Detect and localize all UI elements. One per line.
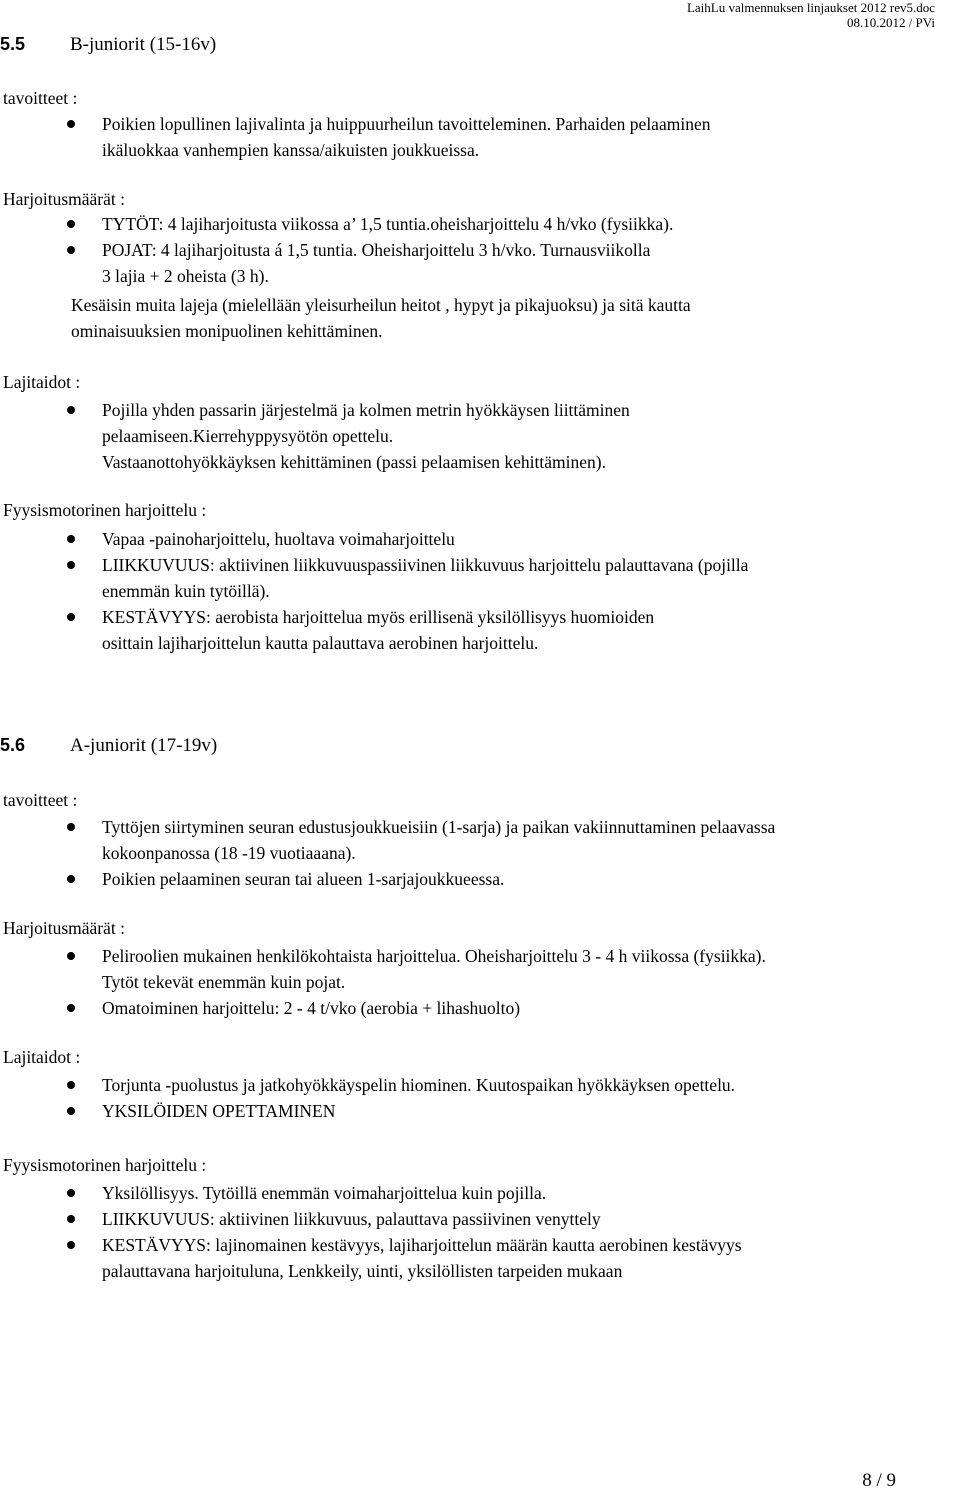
list-item-line: KESTÄVYYS: aerobista harjoittelua myös erillisenä yksilöllisyys huomioiden <box>102 607 655 627</box>
section-title-b <box>0 34 216 56</box>
list-item-line: LIIKKUVUUS: aktiivinen liikkuvuuspassiivinen liikkuvuus harjoittelu palauttavana (pojilla <box>102 555 749 575</box>
section-heading: B-juniorit (15-16v) <box>70 34 217 55</box>
goals-list <box>0 814 960 892</box>
list-item-line: palauttavana harjoituluna, Lenkkeily, uinti, yksilöllisten tarpeiden mukaan <box>102 1261 623 1281</box>
goals-label: tavoitteet : <box>3 790 78 810</box>
list-item <box>0 814 960 866</box>
training-list <box>0 211 960 289</box>
training-label: Harjoitusmäärät : <box>3 918 125 938</box>
list-item <box>0 552 960 604</box>
list-item-line: Poikien lopullinen lajivalinta ja huippuurheilun tavoitteleminen. Parhaiden pelaaminen <box>102 114 711 134</box>
list-item <box>0 1072 960 1098</box>
physical-label: Fyysismotorinen harjoittelu : <box>3 500 207 520</box>
list-item <box>0 526 960 552</box>
training-list <box>0 943 960 1021</box>
doc-name: LaihLu valmennuksen linjaukset 2012 rev5.doc <box>686 0 935 15</box>
bullet-icon <box>67 613 75 621</box>
section-number: 5.5 <box>0 34 26 54</box>
list-item-line: LIIKKUVUUS: aktiivinen liikkuvuus, palauttava passiivinen venyttely <box>102 1209 601 1229</box>
training-extra <box>71 292 691 344</box>
doc-date-author: 08.10.2012 / PVi <box>846 15 935 30</box>
list-item-line: osittain lajiharjoittelun kautta palauttava aerobinen harjoittelu. <box>102 633 539 653</box>
bullet-icon <box>67 246 75 254</box>
bullet-icon <box>67 875 75 883</box>
bullet-icon <box>67 1004 75 1012</box>
list-item-line: Tyttöjen siirtyminen seuran edustusjoukkueisiin (1-sarja) ja paikan vakiinnuttaminen pelaavassa <box>102 817 776 837</box>
list-item-line: Tytöt tekevät enemmän kuin pojat. <box>102 972 346 992</box>
bullet-icon <box>67 1081 75 1089</box>
list-item-line: Torjunta -puolustus ja jatkohyökkäyspelin hiominen. Kuutospaikan hyökkäyksen opettelu. <box>102 1075 736 1095</box>
list-item-line: enemmän kuin tytöillä). <box>102 581 270 601</box>
list-item-line: ikäluokkaa vanhempien kanssa/aikuisten joukkueissa. <box>102 140 480 160</box>
list-item <box>0 1098 960 1124</box>
list-item <box>0 237 960 289</box>
list-item-line: kokoonpanossa (18 -19 vuotiaaana). <box>102 843 356 863</box>
training-label: Harjoitusmäärät : <box>3 189 125 209</box>
list-item-line: Poikien pelaaminen seuran tai alueen 1-sarjajoukkueessa. <box>102 869 505 889</box>
physical-list <box>0 1180 960 1284</box>
list-item-line: Yksilöllisyys. Tytöillä enemmän voimaharjoittelua kuin pojilla. <box>102 1183 547 1203</box>
bullet-icon <box>67 823 75 831</box>
list-item-line: Vapaa -painoharjoittelu, huoltava voimaharjoittelu <box>102 529 455 549</box>
paragraph-line: ominaisuuksien monipuolinen kehittäminen. <box>71 321 383 341</box>
bullet-icon <box>67 120 75 128</box>
page-number: 8 / 9 <box>862 1470 896 1491</box>
bullet-icon <box>67 952 75 960</box>
skills-label: Lajitaidot : <box>3 1047 81 1067</box>
list-item <box>0 211 960 237</box>
page-header <box>687 0 935 30</box>
list-item <box>0 1180 960 1206</box>
section-number: 5.6 <box>0 735 26 755</box>
bullet-icon <box>67 535 75 543</box>
list-item <box>0 1232 960 1284</box>
list-item-line: Pojilla yhden passarin järjestelmä ja kolmen metrin hyökkäysen liittäminen <box>102 400 630 420</box>
section-title-a <box>0 735 217 757</box>
bullet-icon <box>67 1107 75 1115</box>
list-item-line: 3 lajia + 2 oheista (3 h). <box>102 266 269 286</box>
goals-label: tavoitteet : <box>3 88 78 108</box>
bullet-icon <box>67 220 75 228</box>
list-item-line: YKSILÖIDEN OPETTAMINEN <box>102 1101 336 1121</box>
bullet-icon <box>67 561 75 569</box>
list-item-line: TYTÖT: 4 lajiharjoitusta viikossa a’ 1,5 tuntia.oheisharjoittelu 4 h/vko (fysiikka). <box>102 214 674 234</box>
section-heading: A-juniorit (17-19v) <box>70 735 218 756</box>
list-item-line: Omatoiminen harjoittelu: 2 - 4 t/vko (aerobia + lihashuolto) <box>102 998 521 1018</box>
bullet-icon <box>67 406 75 414</box>
physical-label: Fyysismotorinen harjoittelu : <box>3 1155 207 1175</box>
list-item <box>0 995 960 1021</box>
bullet-icon <box>67 1241 75 1249</box>
paragraph-line: Kesäisin muita lajeja (mielellään yleisurheilun heitot , hypyt ja pikajuoksu) ja sitä kautta <box>71 295 691 315</box>
list-item <box>0 943 960 995</box>
list-item-line: Peliroolien mukainen henkilökohtaista harjoittelua. Oheisharjoittelu 3 - 4 h viikossa (fysiikka). <box>102 946 766 966</box>
list-item-line: KESTÄVYYS: lajinomainen kestävyys, lajiharjoittelun määrän kautta aerobinen kestävyys <box>102 1235 742 1255</box>
goals-list <box>0 111 960 163</box>
skills-list <box>0 1072 960 1124</box>
list-item <box>0 397 960 475</box>
bullet-icon <box>67 1189 75 1197</box>
list-item <box>0 111 960 163</box>
list-item <box>0 1206 960 1232</box>
bullet-icon <box>67 1215 75 1223</box>
physical-list <box>0 526 960 656</box>
list-item <box>0 866 960 892</box>
list-item <box>0 604 960 656</box>
list-item-line: POJAT: 4 lajiharjoitusta á 1,5 tuntia. Oheisharjoittelu 3 h/vko. Turnausviikolla <box>102 240 651 260</box>
skills-list <box>0 397 960 475</box>
list-item-line: pelaamiseen.Kierrehyppysyötön opettelu. <box>102 426 394 446</box>
skills-label: Lajitaidot : <box>3 372 81 392</box>
list-item-line: Vastaanottohyökkäyksen kehittäminen (passi pelaamisen kehittäminen). <box>102 452 606 472</box>
